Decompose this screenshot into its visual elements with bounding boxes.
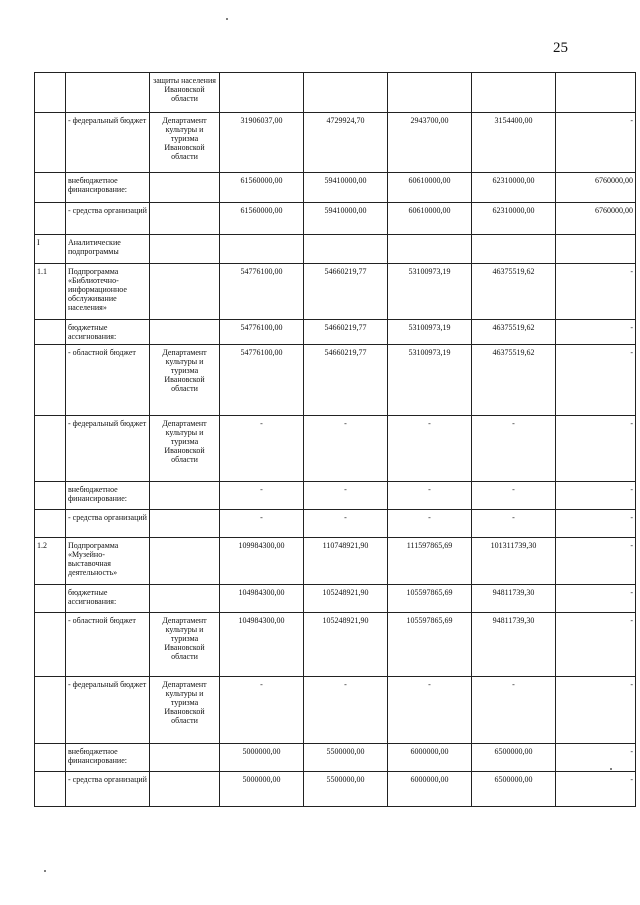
- row-value-cell: 54660219,77: [304, 345, 388, 416]
- row-name-cell: - средства организаций: [66, 203, 150, 235]
- row-value-cell: 6000000,00: [388, 744, 472, 772]
- row-executor-cell: Департамент культуры и туризма Ивановской области: [150, 113, 220, 173]
- row-number-cell: [35, 73, 66, 113]
- row-value-cell: 4729924,70: [304, 113, 388, 173]
- row-name-cell: - федеральный бюджет: [66, 416, 150, 482]
- row-value-cell: 62310000,00: [472, 173, 556, 203]
- row-name-cell: - средства организаций: [66, 510, 150, 538]
- row-value-cell: -: [472, 510, 556, 538]
- row-number-cell: [35, 345, 66, 416]
- row-value-cell: 3154400,00: [472, 113, 556, 173]
- row-name-cell: внебюджетное финансирование:: [66, 173, 150, 203]
- table-row: [35, 416, 636, 482]
- row-value-cell: 46375519,62: [472, 320, 556, 345]
- table-row: [35, 677, 636, 744]
- row-value-cell: -: [556, 772, 636, 807]
- row-value-cell: [472, 235, 556, 264]
- row-value-cell: -: [388, 482, 472, 510]
- row-executor-cell: [150, 320, 220, 345]
- row-name-cell: бюджетные ассигнования:: [66, 585, 150, 613]
- row-number-cell: [35, 203, 66, 235]
- row-executor-cell: Департамент культуры и туризма Ивановской области: [150, 677, 220, 744]
- table-row: [35, 482, 636, 510]
- row-value-cell: -: [556, 744, 636, 772]
- row-executor-cell: Департамент культуры и туризма Ивановской области: [150, 613, 220, 677]
- row-value-cell: 6760000,00: [556, 203, 636, 235]
- row-name-cell: бюджетные ассигнования:: [66, 320, 150, 345]
- row-value-cell: 46375519,62: [472, 345, 556, 416]
- table-row: [35, 345, 636, 416]
- row-number-cell: [35, 744, 66, 772]
- row-value-cell: [388, 73, 472, 113]
- row-value-cell: [556, 73, 636, 113]
- row-value-cell: [304, 73, 388, 113]
- row-value-cell: 31906037,00: [220, 113, 304, 173]
- row-value-cell: 53100973,19: [388, 320, 472, 345]
- row-value-cell: 5000000,00: [220, 772, 304, 807]
- row-value-cell: -: [304, 677, 388, 744]
- table-row: [35, 613, 636, 677]
- row-executor-cell: [150, 482, 220, 510]
- row-value-cell: 111597865,69: [388, 538, 472, 585]
- row-value-cell: [556, 235, 636, 264]
- row-number-cell: [35, 416, 66, 482]
- row-executor-cell: [150, 772, 220, 807]
- row-value-cell: 94811739,30: [472, 613, 556, 677]
- row-value-cell: -: [556, 510, 636, 538]
- row-name-cell: - областной бюджет: [66, 613, 150, 677]
- row-value-cell: 105597865,69: [388, 613, 472, 677]
- table-row: [35, 320, 636, 345]
- table-row: [35, 510, 636, 538]
- row-value-cell: 5500000,00: [304, 744, 388, 772]
- row-value-cell: 54776100,00: [220, 264, 304, 320]
- row-number-cell: [35, 320, 66, 345]
- row-value-cell: -: [304, 482, 388, 510]
- row-value-cell: 6500000,00: [472, 772, 556, 807]
- row-value-cell: 5000000,00: [220, 744, 304, 772]
- row-value-cell: 59410000,00: [304, 173, 388, 203]
- row-value-cell: -: [220, 677, 304, 744]
- row-value-cell: -: [556, 320, 636, 345]
- row-name-cell: - федеральный бюджет: [66, 677, 150, 744]
- row-value-cell: 53100973,19: [388, 264, 472, 320]
- row-name-cell: Подпрограмма «Библиотечно-информационное обслуживание населения»: [66, 264, 150, 320]
- row-name-cell: - средства организаций: [66, 772, 150, 807]
- row-value-cell: -: [304, 416, 388, 482]
- row-name-cell: [66, 73, 150, 113]
- row-value-cell: -: [472, 677, 556, 744]
- row-value-cell: -: [556, 416, 636, 482]
- row-executor-cell: Департамент культуры и туризма Ивановской области: [150, 416, 220, 482]
- page-number: 25: [553, 40, 568, 56]
- row-executor-cell: защиты населения Ивановской области: [150, 73, 220, 113]
- row-executor-cell: [150, 510, 220, 538]
- table-row: [35, 73, 636, 113]
- table-row: [35, 113, 636, 173]
- budget-table: [34, 72, 636, 807]
- table-row: [35, 173, 636, 203]
- row-value-cell: 59410000,00: [304, 203, 388, 235]
- row-executor-cell: [150, 235, 220, 264]
- row-number-cell: 1.1: [35, 264, 66, 320]
- row-number-cell: I: [35, 235, 66, 264]
- row-value-cell: -: [556, 482, 636, 510]
- row-value-cell: -: [556, 585, 636, 613]
- row-value-cell: 105597865,69: [388, 585, 472, 613]
- row-value-cell: -: [472, 416, 556, 482]
- row-name-cell: Подпрограмма «Музейно-выставочная деятельность»: [66, 538, 150, 585]
- table-row: [35, 772, 636, 807]
- row-name-cell: внебюджетное финансирование:: [66, 482, 150, 510]
- row-value-cell: -: [556, 677, 636, 744]
- table-row: [35, 235, 636, 264]
- row-value-cell: 104984300,00: [220, 613, 304, 677]
- row-value-cell: -: [472, 482, 556, 510]
- row-value-cell: 5500000,00: [304, 772, 388, 807]
- row-value-cell: 53100973,19: [388, 345, 472, 416]
- row-value-cell: [220, 235, 304, 264]
- row-value-cell: 54660219,77: [304, 264, 388, 320]
- row-value-cell: -: [304, 510, 388, 538]
- row-executor-cell: [150, 744, 220, 772]
- row-value-cell: [388, 235, 472, 264]
- row-value-cell: 6760000,00: [556, 173, 636, 203]
- row-value-cell: -: [220, 416, 304, 482]
- row-value-cell: -: [556, 264, 636, 320]
- row-executor-cell: Департамент культуры и туризма Ивановской области: [150, 345, 220, 416]
- row-number-cell: [35, 113, 66, 173]
- row-value-cell: 6000000,00: [388, 772, 472, 807]
- table-row: [35, 264, 636, 320]
- row-executor-cell: [150, 173, 220, 203]
- row-value-cell: 110748921,90: [304, 538, 388, 585]
- scan-speck: [226, 18, 228, 20]
- row-value-cell: -: [388, 510, 472, 538]
- row-value-cell: 54776100,00: [220, 345, 304, 416]
- row-value-cell: 61560000,00: [220, 203, 304, 235]
- row-value-cell: 61560000,00: [220, 173, 304, 203]
- row-value-cell: 94811739,30: [472, 585, 556, 613]
- row-executor-cell: [150, 264, 220, 320]
- row-name-cell: - федеральный бюджет: [66, 113, 150, 173]
- scan-speck: [610, 768, 612, 770]
- row-value-cell: [220, 73, 304, 113]
- row-value-cell: [304, 235, 388, 264]
- row-value-cell: -: [556, 345, 636, 416]
- row-number-cell: [35, 613, 66, 677]
- row-number-cell: [35, 510, 66, 538]
- row-number-cell: [35, 173, 66, 203]
- table-row: [35, 585, 636, 613]
- row-value-cell: 62310000,00: [472, 203, 556, 235]
- row-value-cell: 2943700,00: [388, 113, 472, 173]
- row-executor-cell: [150, 203, 220, 235]
- row-value-cell: -: [556, 613, 636, 677]
- row-executor-cell: [150, 538, 220, 585]
- scan-speck: [44, 870, 46, 872]
- row-value-cell: 46375519,62: [472, 264, 556, 320]
- row-value-cell: -: [220, 510, 304, 538]
- row-executor-cell: [150, 585, 220, 613]
- row-value-cell: 105248921,90: [304, 613, 388, 677]
- row-name-cell: Аналитические подпрограммы: [66, 235, 150, 264]
- row-value-cell: 60610000,00: [388, 203, 472, 235]
- row-value-cell: 60610000,00: [388, 173, 472, 203]
- row-number-cell: [35, 772, 66, 807]
- table-row: [35, 744, 636, 772]
- table-row: [35, 538, 636, 585]
- table-body: [35, 73, 636, 807]
- row-value-cell: 105248921,90: [304, 585, 388, 613]
- row-value-cell: -: [220, 482, 304, 510]
- row-number-cell: 1.2: [35, 538, 66, 585]
- row-number-cell: [35, 585, 66, 613]
- row-value-cell: -: [556, 113, 636, 173]
- row-value-cell: -: [556, 538, 636, 585]
- row-name-cell: - областной бюджет: [66, 345, 150, 416]
- table-row: [35, 203, 636, 235]
- row-number-cell: [35, 677, 66, 744]
- row-value-cell: [472, 73, 556, 113]
- row-value-cell: 104984300,00: [220, 585, 304, 613]
- row-value-cell: 109984300,00: [220, 538, 304, 585]
- row-value-cell: 101311739,30: [472, 538, 556, 585]
- row-number-cell: [35, 482, 66, 510]
- row-value-cell: 54660219,77: [304, 320, 388, 345]
- row-name-cell: внебюджетное финансирование:: [66, 744, 150, 772]
- row-value-cell: 6500000,00: [472, 744, 556, 772]
- row-value-cell: -: [388, 416, 472, 482]
- row-value-cell: 54776100,00: [220, 320, 304, 345]
- row-value-cell: -: [388, 677, 472, 744]
